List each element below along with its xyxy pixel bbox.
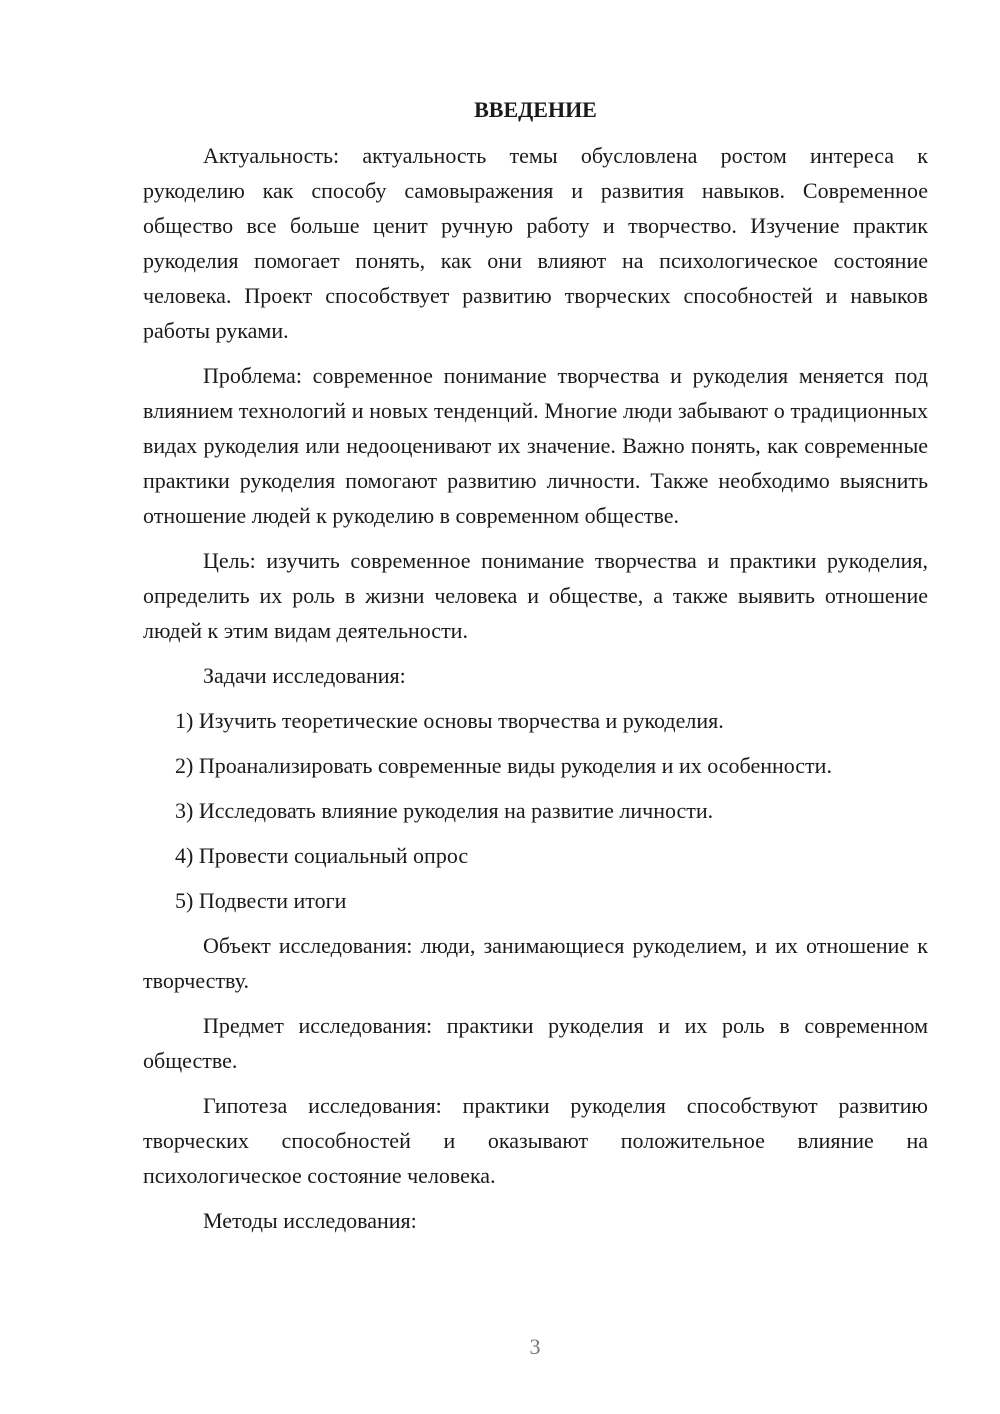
page-content — [143, 94, 928, 1248]
tasks-heading: Задачи исследования: — [203, 663, 406, 688]
object-paragraph: Объект исследования: люди, занимающиеся рукоделием, и их отношение к творчеству. — [143, 933, 928, 993]
page-number: 3 — [529, 1334, 541, 1359]
relevance-paragraph: Актуальность: актуальность темы обусловлена ростом интереса к рукоделию как способу самовыражения и развития навыков. Современное общество все больше ценит ручную работу и творчество. Изучение практик рукоделия помогает понять, как они влияют на психологическое состояние человека. Проект способствует развитию творческих способностей и навыков работы руками. — [143, 143, 928, 343]
task-item: 4) Провести социальный опрос — [175, 843, 469, 868]
task-item: 3) Исследовать влияние рукоделия на развитие личности. — [175, 798, 714, 823]
tasks-list — [143, 703, 928, 918]
task-item: 2) Проанализировать современные виды рукоделия и их особенности. — [175, 753, 832, 778]
goal-paragraph: Цель: изучить современное понимание творчества и практики рукоделия, определить их роль в жизни человека и обществе, а также выявить отношение людей к этим видам деятельности. — [143, 548, 928, 643]
page-title: ВВЕДЕНИЕ — [474, 97, 597, 122]
task-item: 1) Изучить теоретические основы творчества и рукоделия. — [175, 708, 724, 733]
problem-paragraph: Проблема: современное понимание творчества и рукоделия меняется под влиянием технологий и новых тенденций. Многие люди забывают о традиционных видах рукоделия или недооценивают их значение. Важно понять, как современные практики рукоделия помогают развитию личности. Также необходимо выяснить отношение людей к рукоделию в современном обществе. — [143, 363, 928, 528]
task-item: 5) Подвести итоги — [175, 888, 347, 913]
methods-heading: Методы исследования: — [203, 1208, 417, 1233]
subject-paragraph: Предмет исследования: практики рукоделия и их роль в современном обществе. — [143, 1013, 928, 1073]
hypothesis-paragraph: Гипотеза исследования: практики рукоделия способствуют развитию творческих способностей и оказывают положительное влияние на психологическое состояние человека. — [143, 1093, 928, 1188]
